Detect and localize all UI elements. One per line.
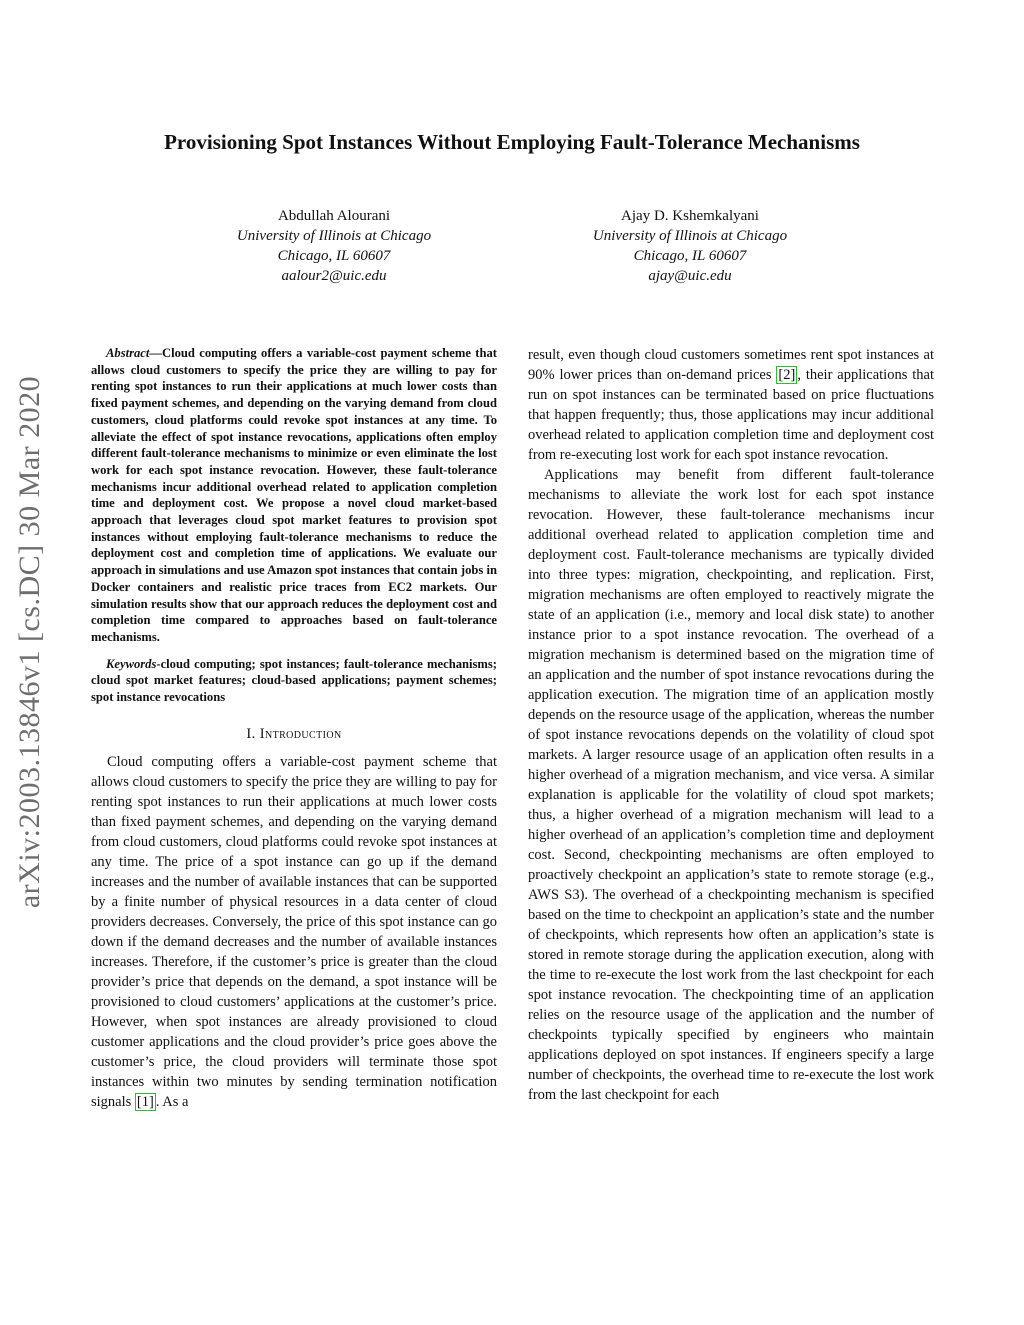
author-name: Abdullah Alourani [277,208,391,224]
author-email: ajay@uic.edu [648,268,732,284]
intro-paragraph-continued [528,345,934,465]
citation-link[interactable]: [1] [136,1093,154,1110]
section-title: Introduction [259,725,342,742]
author-name: Ajay D. Kshemkalyani [621,208,759,224]
keywords-label: Keywords [106,656,157,671]
paragraph-text: , their applications that run on spot instances can be terminated based on price fluctuations that happen frequently; thus, those applications may incur additional overhead related to application completion time and deployment cost from re-executing lost work for each spot instance revocation. [528,367,934,463]
paragraph-text: result, even though cloud customers sometimes rent spot instances at 90% lower prices than on-demand prices [528,347,934,383]
author-affiliation: University of Illinois at Chicago [592,228,788,244]
paper-title: Provisioning Spot Instances Without Employing Fault-Tolerance Mechanisms [164,130,860,154]
abstract [91,345,497,646]
paragraph-text: . As a [155,1093,189,1110]
arxiv-identifier: arXiv:2003.13846v1 [cs.DC] 30 Mar 2020 [13,375,46,909]
intro-paragraph [91,752,497,1112]
author-location: Chicago, IL 60607 [633,248,747,264]
author-location: Chicago, IL 60607 [277,248,391,264]
fault-tolerance-paragraph: Applications may benefit from different fault-tolerance mechanisms to alleviate the work lost for each spot instance revocation. However, these fault-tolerance mechanisms incur additional overhead related to application completion time and deployment cost. Fault-tolerance mechanisms are typically divided into three types: migration, checkpointing, and replication. First, migration mechanisms are often employed to reactively migrate the state of an application (i.e., memory and local disk state) to another instance prior to a spot instance revocation. The overhead of a migration mechanism is determined based on the migration time of an application and the number of spot instance revocations during the application execution. The migration time of an application mostly depends on the resource usage of the application, whereas the number of spot instance revocations depends on the volatility of cloud spot markets. A larger resource usage of an application often results in a higher overhead of a migration mechanism, and vice versa. A similar explanation is applicable for the volatility of cloud spot markets; thus, a higher overhead of a migration mechanism will lead to a higher overhead of an application’s completion time and deployment cost. Second, checkpointing mechanisms are often employed to proactively checkpoint an application’s state to remote storage (e.g., AWS S3). The overhead of a checkpointing mechanism is specified based on the time to checkpoint an application’s state and the number of checkpoints, which represents how often an application’s state is stored in remote storage during the application execution, along with the time to re-execute the lost work from the last checkpoint for each spot instance revocation. The checkpointing time of an application relies on the resource usage of the application and the number of checkpoints typically specified by engineers who maintain applications deployed on spot instances. If engineers specify a large number of checkpoints, the overhead time to re-execute the lost work from the last checkpoint for each [528,467,934,1103]
abstract-text: —Cloud computing offers a variable-cost payment scheme that allows cloud customers to specify the price they are willing to pay for renting spot instances to run their applications at much lower costs than fixed payment schemes, and depending on the varying demand from cloud customers, cloud platforms could revoke spot instances at any time. To alleviate the effect of spot instance revocations, applications often employ different fault-tolerance mechanisms to minimize or even eliminate the lost work for each spot instance revocation. However, these fault-tolerance mechanisms incur additional overhead related to application completion time and deployment cost. We propose a novel cloud market-based approach that leverages cloud spot market features to provision spot instances without employing fault-tolerance mechanisms to reduce the deployment cost and completion time of applications. We evaluate our approach in simulations and use Amazon spot instances that contain jobs in Docker containers and realistic price traces from EC2 markets. Our simulation results show that our approach reduces the deployment cost and completion time compared to approaches based on fault-tolerance mechanisms. [91,346,497,644]
left-column [91,345,497,1112]
abstract-label: Abstract [106,346,150,360]
paragraph-text: Cloud computing offers a variable-cost payment scheme that allows cloud customers to specify the price they are willing to pay for renting spot instances to run their applications at much lower costs than fixed payment schemes, and depending on the varying demand from cloud customers, cloud platforms could revoke spot instances at any time. The price of a spot instance can go up if the demand increases and the number of available instances that can be supported by a finite number of physical resources in a data center of cloud providers decreases. Conversely, the price of this spot instance can go down if the demand decreases and the number of available instances increases. Therefore, if the customer’s price is greater than the cloud provider’s price that depends on the demand, a spot instance will be provisioned to cloud customers’ applications at the customer’s price. However, when spot instances are already provisioned to cloud customer applications and the cloud provider’s price goes above the customer’s price, the cloud providers will terminate those spot instances within two minutes by sending termination notification signals [91,753,497,1110]
author-affiliation: University of Illinois at Chicago [236,228,432,244]
right-column [528,345,934,1105]
author-email: aalour2@uic.edu [281,268,387,284]
keywords-text: -cloud computing; spot instances; fault-tolerance mechanisms; cloud spot market features; cloud-based applications; payment schemes; spot instance revocations [91,656,497,705]
keywords [91,656,497,706]
author-block [174,206,494,286]
section-number: I. [246,725,256,742]
section-heading-introduction [91,724,497,744]
citation-link[interactable]: [2] [778,367,796,383]
author-block [530,206,850,286]
